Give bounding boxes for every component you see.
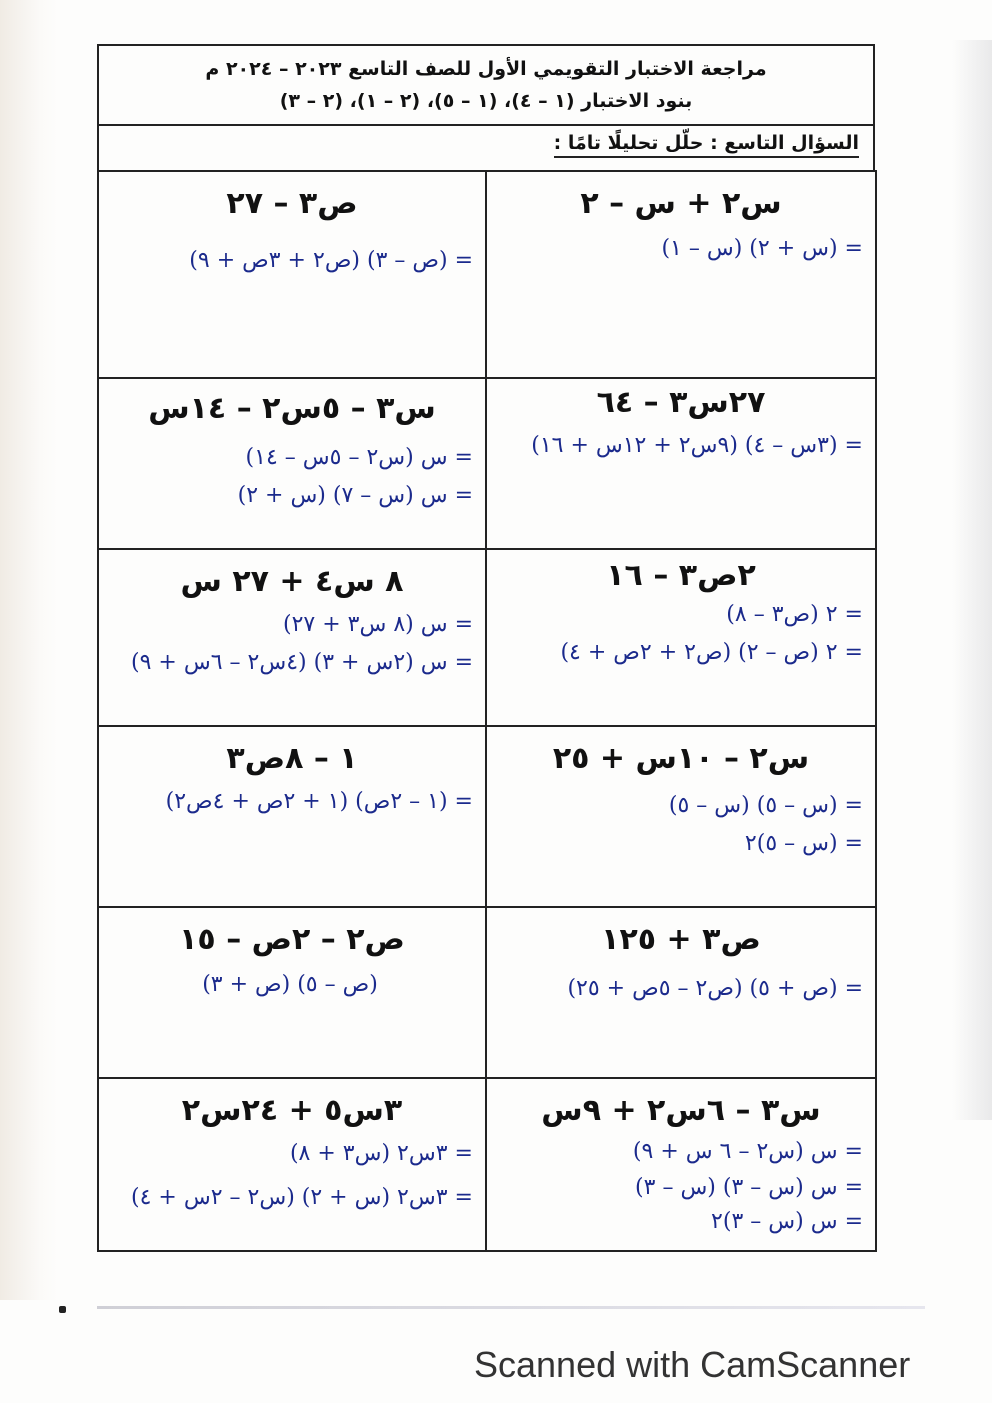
exercise-expression: ص٣ – ٢٧ xyxy=(226,186,358,221)
scanner-watermark: Scanned with CamScanner xyxy=(474,1344,911,1385)
scan-shadow-left xyxy=(0,0,58,1300)
page-bottom-edge xyxy=(97,1306,925,1309)
handwritten-step: (ص – ٥) (ص + ٣) xyxy=(202,972,378,997)
handwritten-step: = (ص – ٣) (ص٢ + ٣ص + ٩) xyxy=(189,248,473,273)
handwritten-step: = ٣س٢ (س + ٢) (س٢ – ٢س + ٤) xyxy=(130,1185,473,1210)
handwritten-step: = (س – ٥)٢ xyxy=(744,831,863,856)
exercise-cell xyxy=(99,1079,485,1250)
header-title: مراجعة الاختبار التقويمي الأول للصف التاسع ٢٠٢٣ – ٢٠٢٤ م xyxy=(205,58,767,80)
exercise-expression: س٢ + س – ٢ xyxy=(580,186,782,221)
exercise-expression: س٣ – ٦س٢ + ٩س xyxy=(541,1093,821,1128)
exercise-expression: ص٢ – ٢ص – ١٥ xyxy=(179,922,405,957)
exercise-cell xyxy=(487,379,875,548)
exercise-cell xyxy=(99,727,485,906)
handwritten-step: = س (٨ س٣ + ٢٧) xyxy=(282,612,473,637)
handwritten-step: = (س + ٢) (س – ١) xyxy=(661,236,863,261)
handwritten-step: = (٣س – ٤) (٩س٢ + ١٢س + ١٦) xyxy=(531,433,863,458)
exercise-expression: ٣س٥ + ٢٤س٢ xyxy=(181,1093,403,1128)
exercise-expression: ٢ص٣ – ١٦ xyxy=(606,558,756,593)
exercise-grid xyxy=(97,170,877,1252)
exercise-expression: ٢٧س٣ – ٦٤ xyxy=(596,385,766,420)
handwritten-step: = س (٢س + ٣) (٤س٢ – ٦س + ٩) xyxy=(130,650,473,675)
handwritten-step: = (١ – ٢ص) (١ + ٢ص + ٤ص٢) xyxy=(165,789,473,814)
exercise-cell xyxy=(99,550,485,725)
exercise-cell xyxy=(487,1079,875,1250)
exercise-cell xyxy=(99,379,485,548)
question-bar xyxy=(97,126,875,172)
handwritten-step: = ٣س٢ (س٣ + ٨) xyxy=(289,1141,473,1166)
worksheet-header xyxy=(97,44,875,126)
exercise-cell xyxy=(487,172,875,377)
exercise-cell xyxy=(487,550,875,725)
handwritten-step: = س (س٢ – ٦ س + ٩) xyxy=(632,1139,863,1164)
exercise-expression: س٢ – ١٠س + ٢٥ xyxy=(552,741,810,776)
handwritten-step: = س (س – ٣) (س – ٣) xyxy=(635,1175,863,1200)
exercise-expression: ١ – ٨ص٣ xyxy=(226,741,358,776)
scan-shadow-right xyxy=(952,40,992,1120)
exercise-cell xyxy=(487,727,875,906)
exercise-cell xyxy=(99,908,485,1077)
question-title: السؤال التاسع : حلّل تحليلًا تامًا : xyxy=(554,132,859,158)
exercise-cell xyxy=(99,172,485,377)
handwritten-step: = س (س٢ – ٥س – ١٤) xyxy=(245,445,473,470)
exercise-expression: ص٣ + ١٢٥ xyxy=(601,922,761,957)
exercise-expression: ٨ س٤ + ٢٧ س xyxy=(180,564,404,599)
header-items: بنود الاختبار (١ – ٤)، (١ – ٥)، (٢ – ١)، (٢ – ٣) xyxy=(279,90,693,112)
handwritten-step: = (س – ٥) (س – ٥) xyxy=(668,793,863,818)
handwritten-step: = (ص + ٥) (ص٢ – ٥ص + ٢٥) xyxy=(567,976,863,1001)
scan-mark xyxy=(59,1306,66,1313)
handwritten-step: = س (س – ٣)٢ xyxy=(711,1209,863,1234)
handwritten-step: = ٢ (ص – ٢) (ص٢ + ٢ص + ٤) xyxy=(560,640,863,665)
exercise-expression: س٣ – ٥س٢ – ١٤س xyxy=(148,391,436,426)
handwritten-step: = ٢ (ص٣ – ٨) xyxy=(726,602,863,627)
handwritten-step: = س (س – ٧) (س + ٢) xyxy=(237,483,473,508)
exercise-cell xyxy=(487,908,875,1077)
